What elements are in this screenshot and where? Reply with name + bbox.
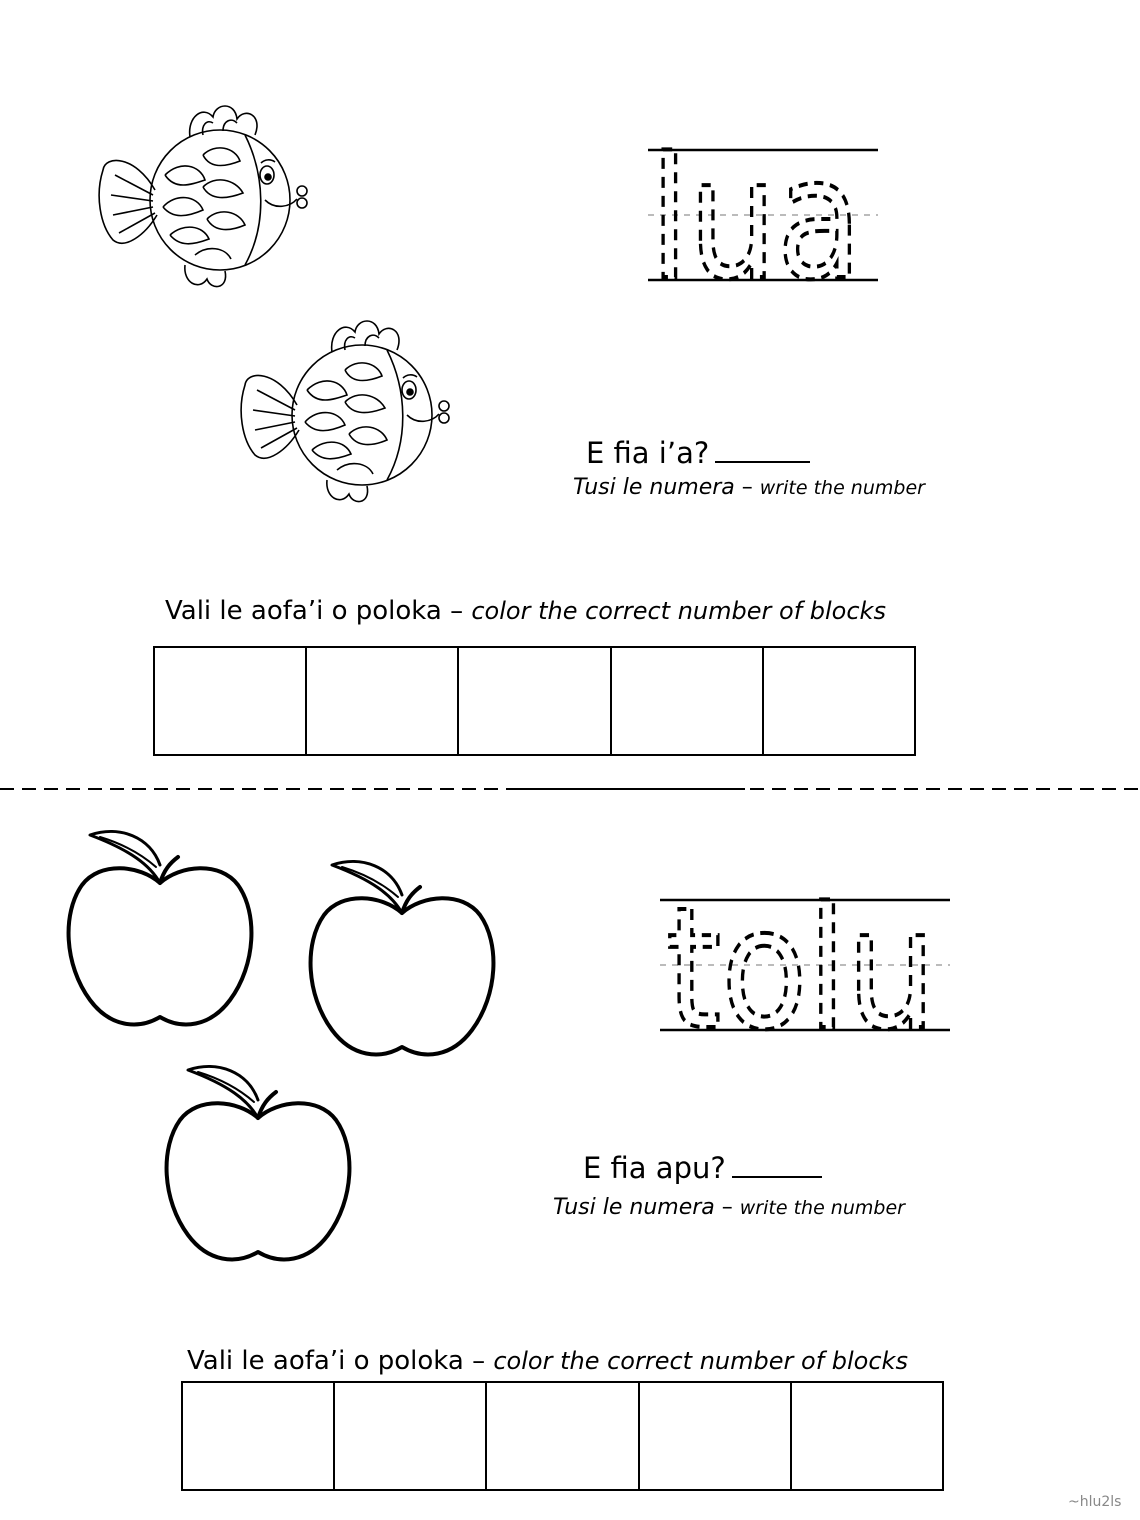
trace-word-tolu[interactable] bbox=[660, 871, 952, 1067]
color-blocks-instruction: Vali le aofa’i o poloka – color the correct number of blocks bbox=[187, 1346, 908, 1376]
count-question: E fia i’a? bbox=[586, 436, 810, 470]
fish-icon bbox=[237, 310, 467, 515]
cut-line-divider bbox=[0, 786, 1140, 792]
color-block[interactable] bbox=[792, 1383, 942, 1489]
color-block[interactable] bbox=[764, 648, 914, 754]
trace-word-text: tolu bbox=[666, 871, 936, 1067]
trace-word-lua[interactable] bbox=[648, 121, 880, 317]
fish-icon bbox=[95, 95, 325, 300]
color-block[interactable] bbox=[640, 1383, 792, 1489]
color-blocks-row bbox=[153, 646, 916, 756]
apple-icon bbox=[302, 855, 512, 1070]
color-block[interactable] bbox=[459, 648, 611, 754]
trace-word-text: lua bbox=[650, 121, 862, 317]
watermark: ~hlu2ls bbox=[1068, 1494, 1122, 1510]
apple-icon bbox=[60, 825, 270, 1040]
answer-blank[interactable] bbox=[732, 1154, 822, 1178]
write-number-subtitle: Tusi le numera – write the number bbox=[573, 475, 925, 500]
color-block[interactable] bbox=[307, 648, 459, 754]
write-number-subtitle: Tusi le numera – write the number bbox=[553, 1195, 905, 1220]
color-block[interactable] bbox=[155, 648, 307, 754]
color-blocks-instruction: Vali le aofa’i o poloka – color the correct number of blocks bbox=[165, 596, 886, 626]
color-block[interactable] bbox=[487, 1383, 639, 1489]
color-block[interactable] bbox=[335, 1383, 487, 1489]
color-blocks-row bbox=[181, 1381, 944, 1491]
count-question: E fia apu? bbox=[583, 1151, 822, 1185]
apple-icon bbox=[158, 1060, 368, 1275]
answer-blank[interactable] bbox=[715, 439, 810, 463]
color-block[interactable] bbox=[183, 1383, 335, 1489]
color-block[interactable] bbox=[612, 648, 764, 754]
